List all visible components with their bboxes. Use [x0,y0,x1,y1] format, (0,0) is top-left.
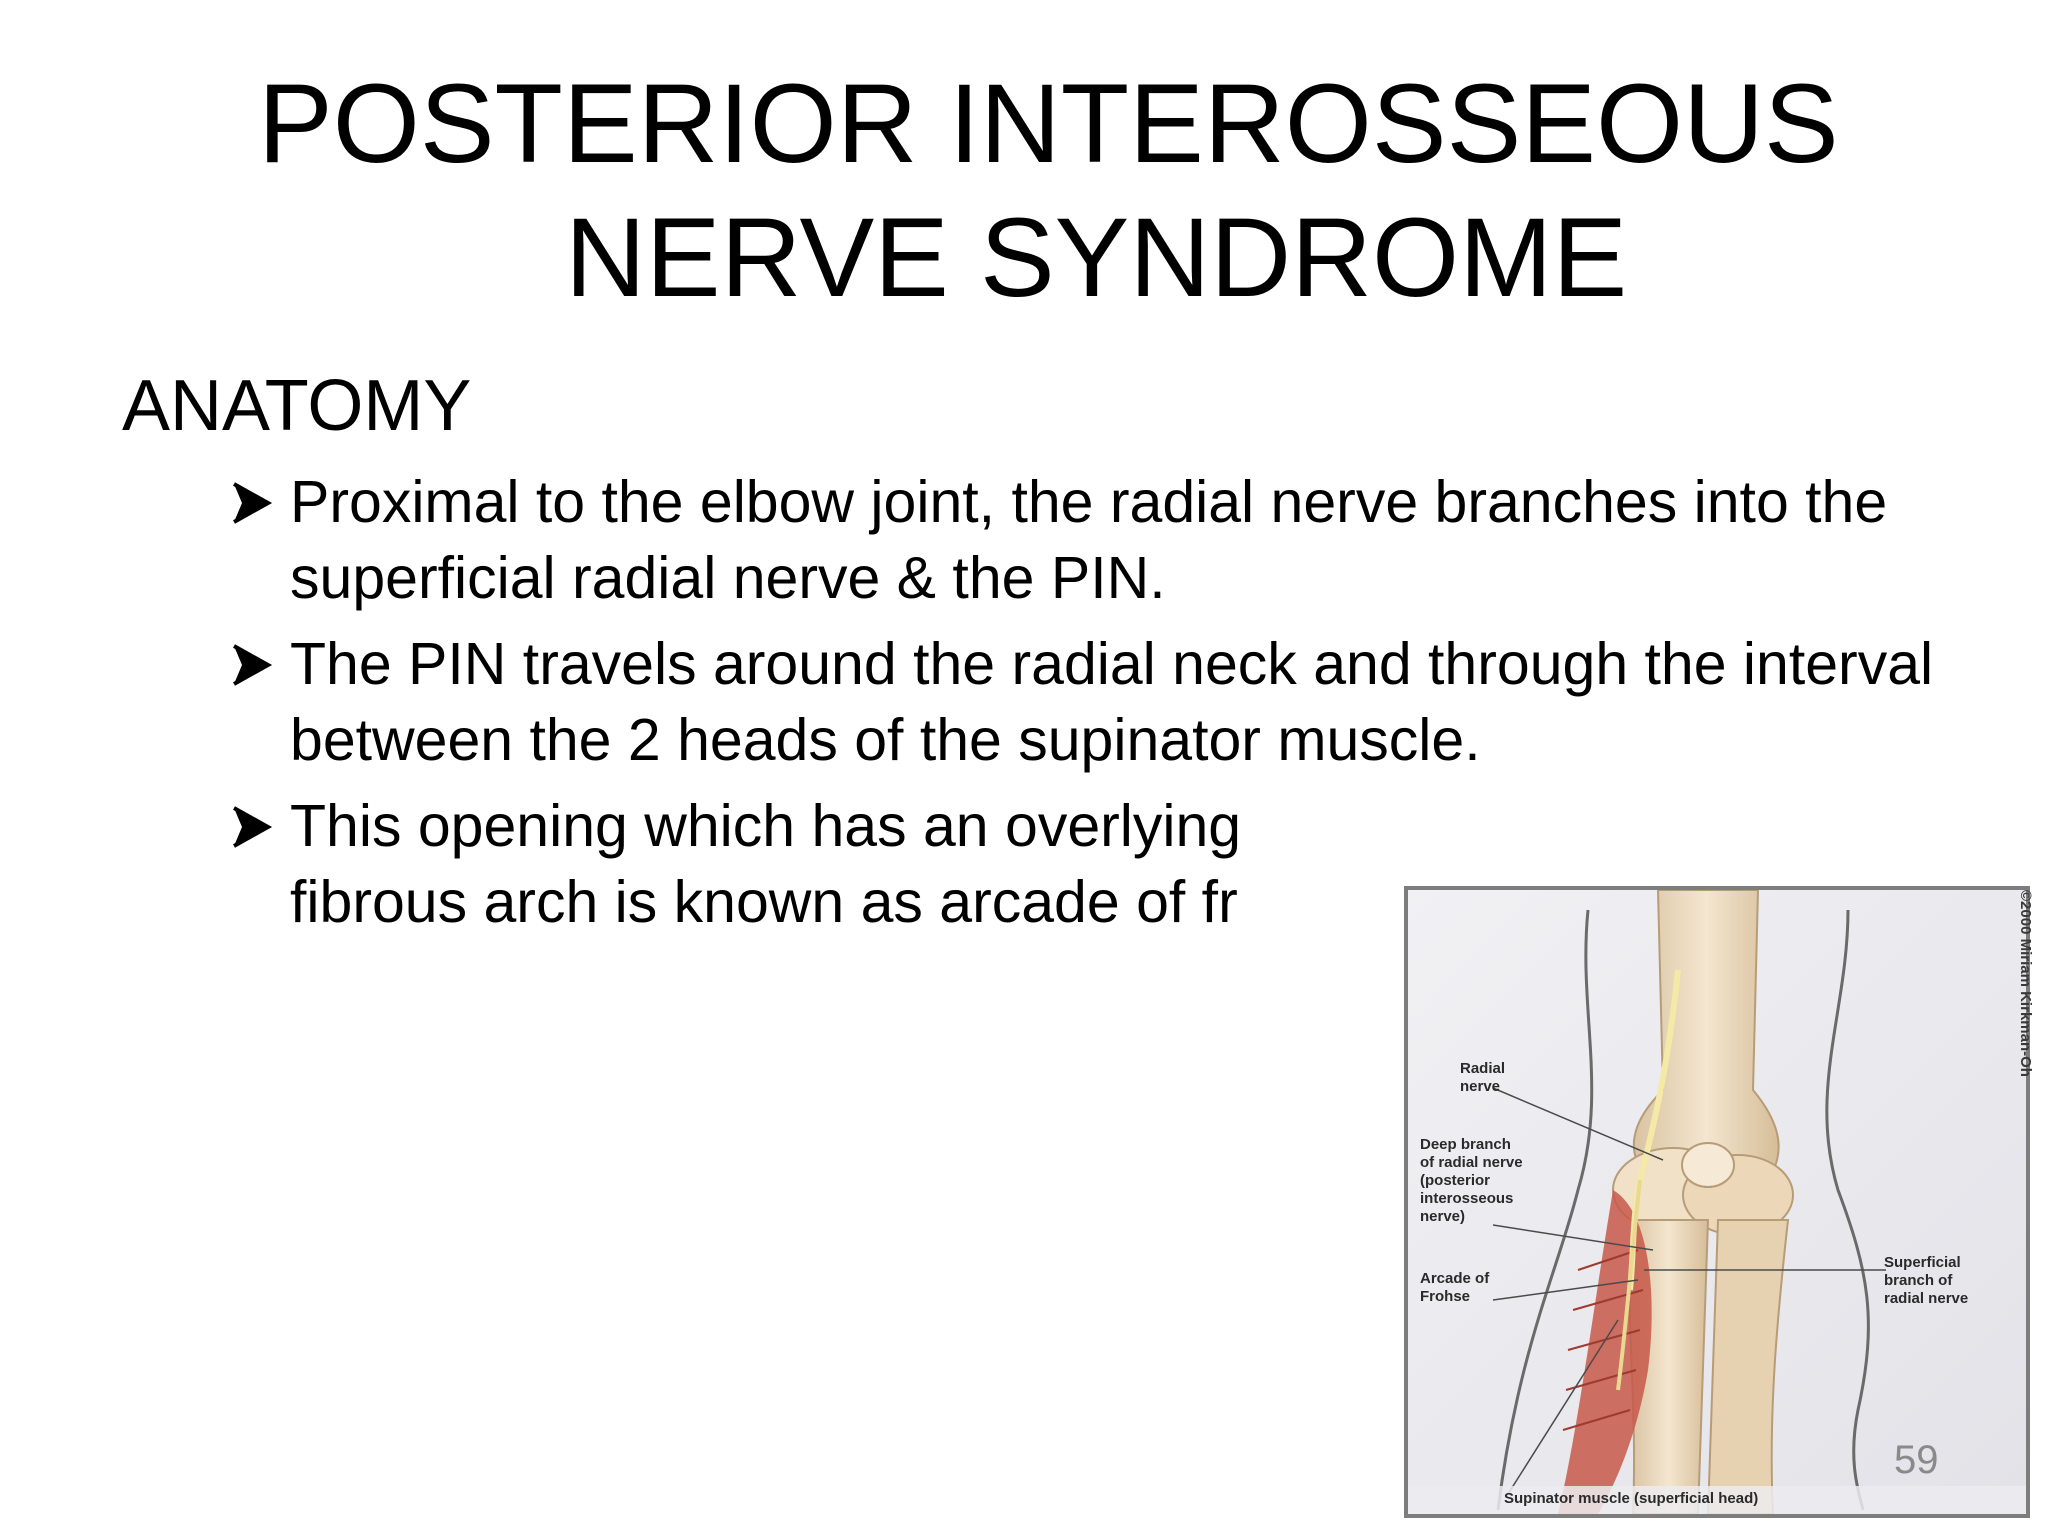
title-line-2: NERVE SYNDROME [565,195,1628,320]
bullet-text: This opening which has an overlying [290,793,1242,859]
bullet-list [228,464,1988,950]
section-heading-anatomy: ANATOMY [122,366,472,446]
title-line-1: POSTERIOR INTEROSSEOUS [258,61,1839,186]
bullet-item [228,626,1988,778]
bullet-item [228,464,1988,616]
bullet-text: fibrous arch is known as arcade of fr [290,869,1238,935]
bullet-text: Proximal to the elbow joint, the radial nerve branches into the superficial radial nerve & the PIN. [290,469,1888,611]
elbow-anatomy-figure [1404,886,2030,1518]
label-arcade-of-frohse: Arcade of Frohse [1420,1270,1490,1305]
label-supinator-muscle: Supinator muscle (superficial head) [1504,1490,1759,1507]
arrowhead-bullet-icon [228,788,278,864]
figure-copyright [2010,890,2040,1150]
label-deep-branch: Deep branch of radial nerve (posterior interosseous nerve) [1420,1136,1523,1225]
copyright-text: ©2000 Miriam Kirkman-Oh [2017,890,2034,1077]
bullet-text: The PIN travels around the radial neck and through the interval between the 2 heads of the supinator muscle. [290,631,1934,773]
slide-number: 59 [1894,1438,1939,1482]
arrowhead-bullet-icon [228,626,278,702]
label-superficial-branch: Superficial branch of radial nerve [1884,1254,1969,1307]
label-radial-nerve: Radial nerve [1460,1060,1506,1095]
arrowhead-bullet-icon [228,464,278,540]
